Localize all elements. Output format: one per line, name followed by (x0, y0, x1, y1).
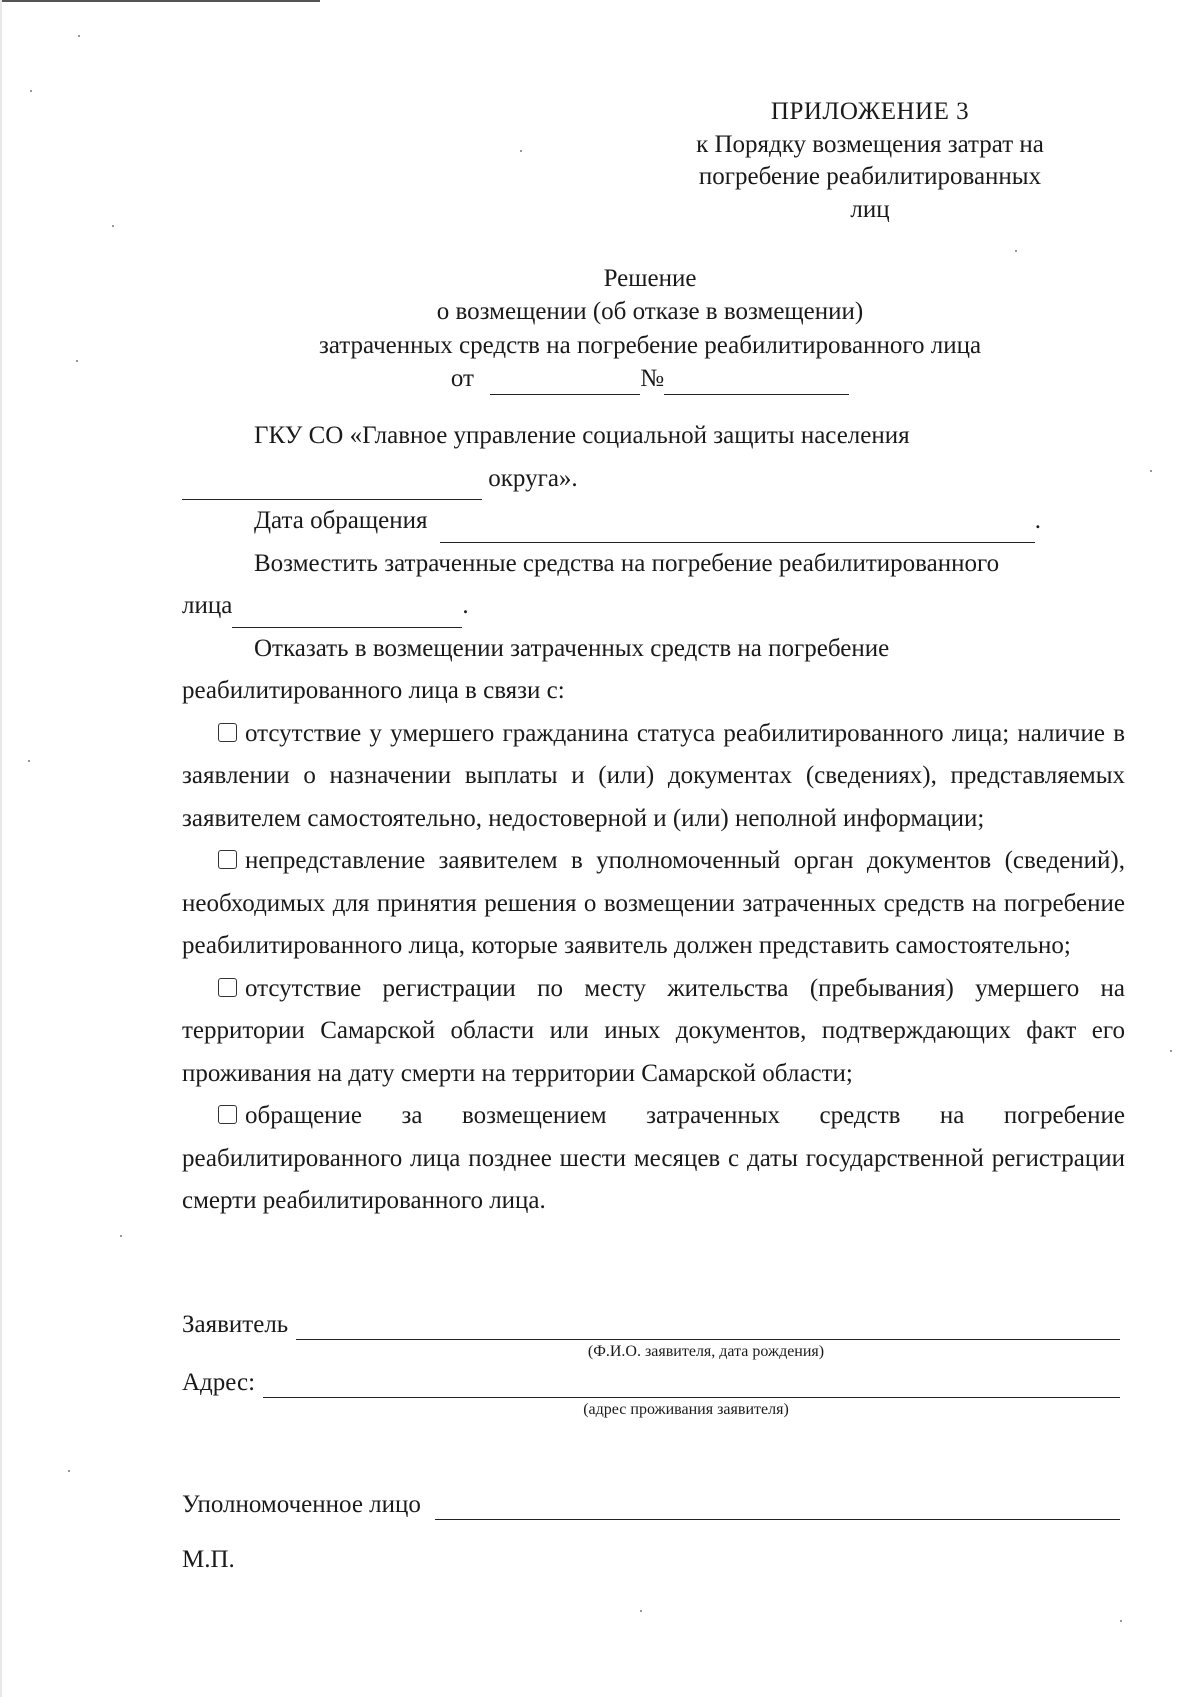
reason-1-text: отсутствие у умершего гражданина статуса реабилитированного лица; наличие в заявлении о назначении выплаты и (или) документах (сведениях), представляемых заявителем самостоятельно, недостоверной и (или) неполной информации; (182, 719, 1125, 832)
refuse-word: возмещении (372, 634, 504, 662)
stamp-block (182, 1545, 1120, 1575)
org-line (182, 415, 1125, 458)
decision-header (180, 262, 1120, 395)
org-word: населения (800, 422, 910, 449)
org-word: управление (453, 422, 576, 449)
stamp-label: М.П. (182, 1546, 235, 1573)
refuse-word: погребение (768, 634, 890, 662)
scan-speck (30, 90, 32, 92)
applicant-field[interactable] (296, 1317, 1120, 1340)
scan-left-edge (0, 0, 2, 1697)
reimburse-end-label: лица (182, 592, 233, 619)
reason-item-2 (182, 840, 1125, 968)
reason-item-4 (182, 1095, 1125, 1223)
reason-4-text: обращение за возмещением затраченных средств на погребение реабилитированного лица позднее шести месяцев с даты государственной регистрации смерти реабилитированного лица. (182, 1102, 1125, 1214)
org-line-end-text: округа». (488, 464, 578, 492)
reason-3-checkbox[interactable] (218, 978, 237, 997)
official-label: Уполномоченное лицо (182, 1491, 421, 1518)
org-word: СО (308, 422, 344, 449)
scan-speck (1120, 1620, 1122, 1622)
scan-speck (76, 360, 78, 362)
reason-item-1 (182, 713, 1125, 841)
refuse-word: на (737, 634, 762, 662)
reason-2-checkbox[interactable] (218, 850, 237, 869)
refuse-word: затраченных (510, 634, 644, 662)
scan-speck (1170, 1050, 1172, 1052)
from-label: от (450, 364, 474, 392)
scan-speck (120, 1235, 122, 1237)
scan-speck (1150, 470, 1152, 472)
refuse-word: средств (650, 634, 732, 662)
appendix-line-1: к Порядку возмещения затрат на (696, 130, 1044, 158)
scan-speck (112, 225, 114, 227)
decision-body (182, 415, 1125, 1223)
reimburse-amount-blank[interactable] (232, 605, 462, 628)
decision-line-1: о возмещении (об отказе в возмещении) (436, 298, 864, 326)
refuse-word: Отказать (254, 634, 349, 662)
reimburse-end-punct: . (462, 592, 469, 619)
scan-speck (1015, 250, 1017, 252)
application-date-end: . (1034, 507, 1041, 534)
appendix-line-3: лиц (850, 195, 890, 223)
scan-speck (68, 1470, 70, 1472)
reimburse-end-line (182, 585, 1125, 628)
decision-date-number-line (451, 362, 849, 395)
scan-speck (520, 150, 522, 152)
district-blank[interactable] (182, 477, 482, 500)
application-date-blank[interactable] (440, 520, 1035, 543)
reason-1-checkbox[interactable] (218, 723, 237, 742)
refuse-line-1 (182, 628, 1125, 671)
org-word: защиты (713, 422, 795, 449)
reason-item-3 (182, 968, 1125, 1096)
org-word: социальной (582, 422, 707, 449)
official-block (182, 1490, 1120, 1520)
appendix-line-2: погребение реабилитированных (698, 163, 1042, 190)
scan-speck (640, 1610, 642, 1612)
address-caption: (адрес проживания заявителя) (583, 1401, 789, 1418)
reason-2-text: непредставление заявителем в уполномоченный орган документов (сведений), необходимых для принятия решения о возмещении затраченных средств на погребение реабилитированного лица, которые заявитель должен представить самостоятельно; (182, 847, 1125, 959)
applicant-caption: (Ф.И.О. заявителя, дата рождения) (587, 1343, 825, 1360)
appendix-title: ПРИЛОЖЕНИЕ 3 (770, 98, 970, 125)
scan-top-line (0, 0, 320, 2)
reason-3-text: отсутствие регистрации по месту жительства (пребывания) умершего на территории Самарской области или иных документов, подтверждающих факт его проживания на дату смерти на территории Самарской области; (182, 974, 1125, 1087)
refuse-line-2: реабилитированного лица в связи с: (182, 677, 565, 704)
address-block (182, 1368, 1120, 1419)
application-date-label: Дата обращения (254, 507, 428, 534)
applicant-label: Заявитель (182, 1311, 289, 1338)
reason-4-checkbox[interactable] (218, 1105, 237, 1124)
appendix-header (660, 96, 1080, 226)
org-word: «Главное (349, 422, 448, 449)
date-blank[interactable] (490, 372, 640, 395)
refuse-word: в (354, 634, 367, 662)
address-label: Адрес: (182, 1369, 256, 1396)
scan-speck (78, 35, 80, 37)
official-signature-field[interactable] (435, 1497, 1120, 1520)
number-blank[interactable] (664, 372, 849, 395)
decision-line-2: затраченных средств на погребение реабилитированного лица (318, 331, 982, 359)
decision-title: Решение (603, 265, 697, 292)
number-label: № (640, 364, 665, 392)
reimburse-line: Возместить затраченные средства на погребение реабилитированного (254, 549, 1000, 577)
org-line-end (182, 458, 1125, 501)
org-word: ГКУ (254, 422, 303, 449)
scan-speck (28, 760, 30, 762)
applicant-block (182, 1310, 1120, 1361)
address-field[interactable] (263, 1375, 1120, 1398)
application-date-line (182, 500, 1125, 543)
